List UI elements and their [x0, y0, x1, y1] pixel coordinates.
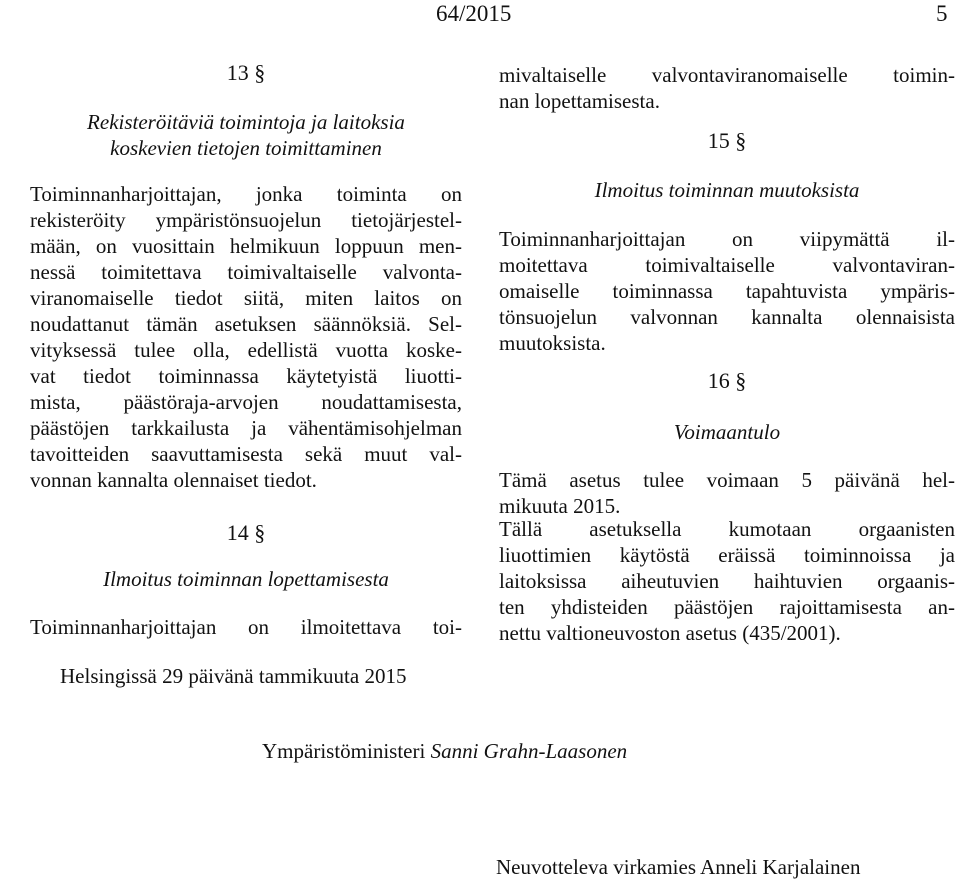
body-line: laitoksissa aiheutuvien haihtuvien orgaanis-: [499, 569, 955, 593]
body-line: päästöjen tarkkailusta ja vähentämisohjelman: [30, 416, 462, 440]
section-15-title: Ilmoitus toiminnan muutoksista: [594, 178, 860, 202]
page-number: 5: [936, 1, 948, 26]
section-16-para-2: [499, 516, 955, 646]
section-13-title-line-2: koskevien tietojen toimittaminen: [110, 136, 382, 160]
section-16-title: Voimaantulo: [673, 420, 781, 444]
body-line: omaiselle toiminnassa tapahtuvista ympäris-: [499, 279, 955, 303]
section-13-number: 13 §: [226, 60, 266, 85]
body-line: tönsuojelun valvonnan kannalta olennaisista: [499, 305, 955, 329]
section-13-body: [30, 181, 462, 493]
body-line: Toiminnanharjoittajan on ilmoitettava toi-: [30, 615, 462, 639]
section-13-title-line-1: Rekisteröitäviä toimintoja ja laitoksia: [87, 110, 405, 134]
section-15-number: 15 §: [707, 128, 747, 153]
body-line: Toiminnanharjoittajan, jonka toiminta on: [30, 182, 462, 206]
section-14-continuation: [499, 62, 955, 114]
body-line: vat tiedot toiminnassa käytetyistä liuotti-: [30, 364, 462, 388]
body-line: liuottimien käytöstä eräissä toiminnoissa ja: [499, 543, 955, 567]
body-line: Tällä asetuksella kumotaan orgaanisten: [499, 517, 955, 541]
section-14-number: 14 §: [226, 520, 266, 545]
body-line: muutoksista.: [499, 331, 606, 355]
body-line: Tämä asetus tulee voimaan 5 päivänä hel-: [499, 468, 955, 492]
body-line: moitettava toimivaltaiselle valvontaviran-: [499, 253, 955, 277]
body-line: rekisteröity ympäristönsuojelun tietojärjestel-: [30, 208, 462, 232]
section-14-body: [30, 614, 462, 640]
body-line: Toiminnanharjoittajan on viipymättä il-: [499, 227, 955, 251]
section-15-body: [499, 226, 955, 356]
place-and-date: Helsingissä 29 päivänä tammikuuta 2015: [60, 664, 407, 688]
body-line: vityksessä tulee olla, edellistä vuotta koske-: [30, 338, 462, 362]
section-14-title: Ilmoitus toiminnan lopettamisesta: [103, 567, 389, 591]
body-line: tavoitteiden saavuttamisesta sekä muut val-: [30, 442, 462, 466]
body-line: nettu valtioneuvoston asetus (435/2001).: [499, 621, 841, 645]
advisor-signature: Neuvotteleva virkamies Anneli Karjalainen: [496, 855, 861, 879]
body-line: mään, on vuosittain helmikuun loppuun men-: [30, 234, 462, 258]
body-line: vonnan kannalta olennaiset tiedot.: [30, 468, 317, 492]
body-line: nessä toimitettava toimivaltaiselle valvonta-: [30, 260, 462, 284]
body-line: ten yhdisteiden päästöjen rajoittamisesta an-: [499, 595, 955, 619]
section-16-number: 16 §: [707, 368, 747, 393]
minister-signature: [262, 739, 627, 764]
body-line: noudattanut tämän asetuksen säännöksiä. Sel-: [30, 312, 462, 336]
body-line: viranomaiselle tiedot siitä, miten laitos on: [30, 286, 462, 310]
body-line: mista, päästöraja-arvojen noudattamisesta,: [30, 390, 462, 414]
minister-name: Sanni Grahn-Laasonen: [430, 739, 628, 763]
issue-number: 64/2015: [436, 1, 512, 26]
section-16-para-1: [499, 467, 955, 519]
body-line: mivaltaiselle valvontaviranomaiselle toimin-: [499, 63, 955, 87]
body-line: mikuuta 2015.: [499, 494, 621, 518]
body-line: nan lopettamisesta.: [499, 89, 660, 113]
minister-title: Ympäristöministeri: [262, 739, 426, 763]
